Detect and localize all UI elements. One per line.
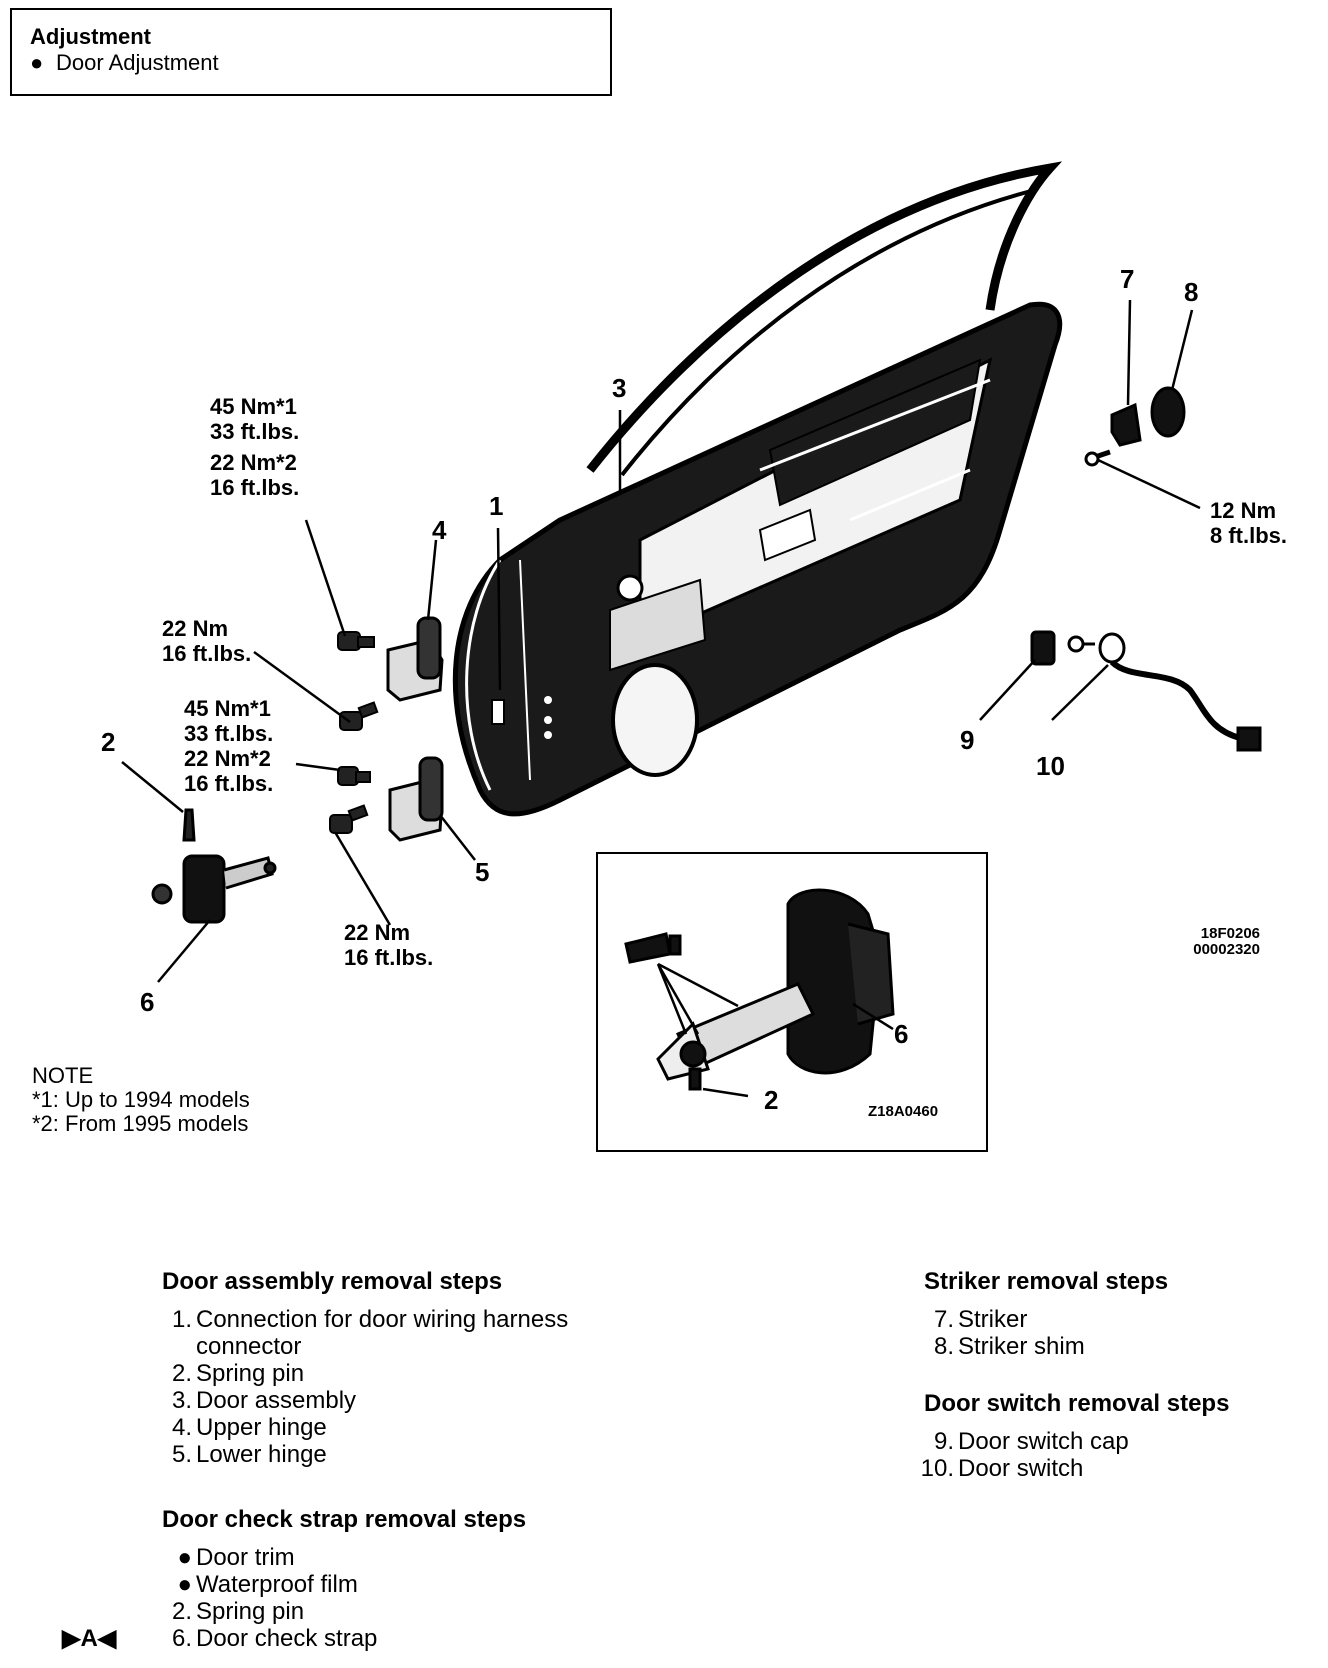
torque-line: 33 ft.lbs. xyxy=(210,419,300,444)
list-item-mark: ● xyxy=(177,1544,192,1571)
callout-10: 10 xyxy=(1036,751,1065,781)
figure-code-line: 18F0206 xyxy=(1200,925,1260,942)
list-item-mark: 2. xyxy=(171,1360,192,1387)
list-item xyxy=(162,1544,377,1571)
torque-line: 45 Nm*1 xyxy=(210,394,297,419)
list-item xyxy=(912,1333,1085,1360)
torque-upper-hinge-a xyxy=(210,394,299,500)
torque-line: 22 Nm*2 xyxy=(210,450,297,475)
callout-5: 5 xyxy=(475,857,490,887)
list-item xyxy=(912,1428,1129,1455)
lower-hinge-drawing xyxy=(390,758,442,840)
list-door-switch xyxy=(912,1428,1129,1482)
torque-line: 16 ft.lbs. xyxy=(210,475,300,500)
list-item-text: Door trim xyxy=(196,1544,295,1571)
list-item-mark: 1. xyxy=(171,1306,192,1333)
list-item-text: Door switch cap xyxy=(958,1428,1129,1455)
list-item-mark: 3. xyxy=(171,1387,192,1414)
torque-line: 45 Nm*1 xyxy=(184,696,271,721)
list-item xyxy=(912,1306,1085,1333)
check-strap-drawing xyxy=(153,810,275,922)
note-line: *1: Up to 1994 models xyxy=(32,1087,250,1112)
figure-code-line: 00002320 xyxy=(1193,941,1260,958)
torque-line: 16 ft.lbs. xyxy=(344,945,434,970)
note-block xyxy=(32,1064,250,1136)
list-item-mark: 7. xyxy=(933,1306,954,1333)
header-title: Adjustment xyxy=(30,24,151,49)
figure-code-main xyxy=(1150,926,1260,958)
torque-striker xyxy=(1210,498,1287,548)
section-title-door-assembly: Door assembly removal steps xyxy=(162,1268,503,1295)
list-item xyxy=(162,1360,568,1387)
list-item-text: Door switch xyxy=(958,1455,1084,1482)
callout-7: 7 xyxy=(1120,264,1135,294)
inset-callout-2: 2 xyxy=(764,1085,779,1115)
list-item-text: Spring pin xyxy=(196,1360,305,1387)
door-switch-drawing xyxy=(1032,632,1260,750)
list-item xyxy=(162,1306,568,1333)
torque-line: 12 Nm xyxy=(1210,498,1277,523)
list-item-mark: ● xyxy=(177,1571,192,1598)
service-marker-a: ▶A◀ xyxy=(62,1625,117,1652)
list-item-text: Striker shim xyxy=(958,1333,1085,1360)
torque-line: 22 Nm xyxy=(344,920,411,945)
torque-line: 16 ft.lbs. xyxy=(162,641,252,666)
list-item-text: connector xyxy=(196,1333,302,1360)
striker-drawing xyxy=(1086,388,1184,465)
list-item-mark: 5. xyxy=(171,1441,192,1468)
inset-detail-box xyxy=(596,852,988,1152)
list-striker xyxy=(912,1306,1085,1360)
torque-line: 16 ft.lbs. xyxy=(184,771,274,796)
torque-line: 22 Nm xyxy=(162,616,229,641)
list-item-mark: 8. xyxy=(933,1333,954,1360)
callout-9: 9 xyxy=(960,725,975,755)
callout-3: 3 xyxy=(612,373,627,403)
section-title-check-strap: Door check strap removal steps xyxy=(162,1506,527,1533)
list-item-mark: 6. xyxy=(171,1625,192,1652)
torque-lower-hinge-b xyxy=(344,920,433,970)
callout-2: 2 xyxy=(101,727,116,757)
figure-code-inset: Z18A0460 xyxy=(868,1103,939,1120)
torque-line: 8 ft.lbs. xyxy=(1210,523,1288,548)
list-item-text: Door assembly xyxy=(196,1387,357,1414)
list-item xyxy=(162,1441,568,1468)
inset-callout-6: 6 xyxy=(894,1019,909,1049)
callout-4: 4 xyxy=(432,515,447,545)
list-item-text: Waterproof film xyxy=(196,1571,358,1598)
list-item xyxy=(162,1598,377,1625)
section-title-striker: Striker removal steps xyxy=(924,1268,1169,1295)
list-item-mark: 4. xyxy=(171,1414,192,1441)
callout-8: 8 xyxy=(1184,277,1199,307)
bullet-icon: ● xyxy=(30,50,44,75)
list-check-strap xyxy=(162,1544,377,1652)
callout-1: 1 xyxy=(489,491,504,521)
list-item-mark: 9. xyxy=(933,1428,954,1455)
list-item-text: Lower hinge xyxy=(196,1441,327,1468)
list-item xyxy=(162,1414,568,1441)
list-item-text: Spring pin xyxy=(196,1598,305,1625)
list-item xyxy=(162,1333,568,1360)
list-item xyxy=(162,1625,377,1652)
list-item-mark: 2. xyxy=(171,1598,192,1625)
list-door-assembly xyxy=(162,1306,568,1468)
upper-hinge-drawing xyxy=(388,618,442,700)
torque-upper-hinge-b xyxy=(162,616,251,666)
door-assembly-drawing xyxy=(455,168,1059,814)
list-item xyxy=(162,1571,377,1598)
list-item-text: Striker xyxy=(958,1306,1028,1333)
list-item-text: Door check strap xyxy=(196,1625,378,1652)
list-item-mark: 10. xyxy=(920,1455,954,1482)
section-title-door-switch: Door switch removal steps xyxy=(924,1390,1230,1417)
torque-lower-hinge-a xyxy=(184,696,273,796)
note-title: NOTE xyxy=(32,1063,94,1088)
hinge-bolts xyxy=(330,632,377,833)
list-item xyxy=(912,1455,1129,1482)
list-item-text: Upper hinge xyxy=(196,1414,327,1441)
list-item xyxy=(162,1387,568,1414)
torque-line: 22 Nm*2 xyxy=(184,746,271,771)
torque-line: 33 ft.lbs. xyxy=(184,721,274,746)
callout-6: 6 xyxy=(140,987,155,1017)
note-line: *2: From 1995 models xyxy=(32,1111,249,1136)
header-item-text: Door Adjustment xyxy=(56,50,219,75)
list-item-text: Connection for door wiring harness xyxy=(196,1306,569,1333)
